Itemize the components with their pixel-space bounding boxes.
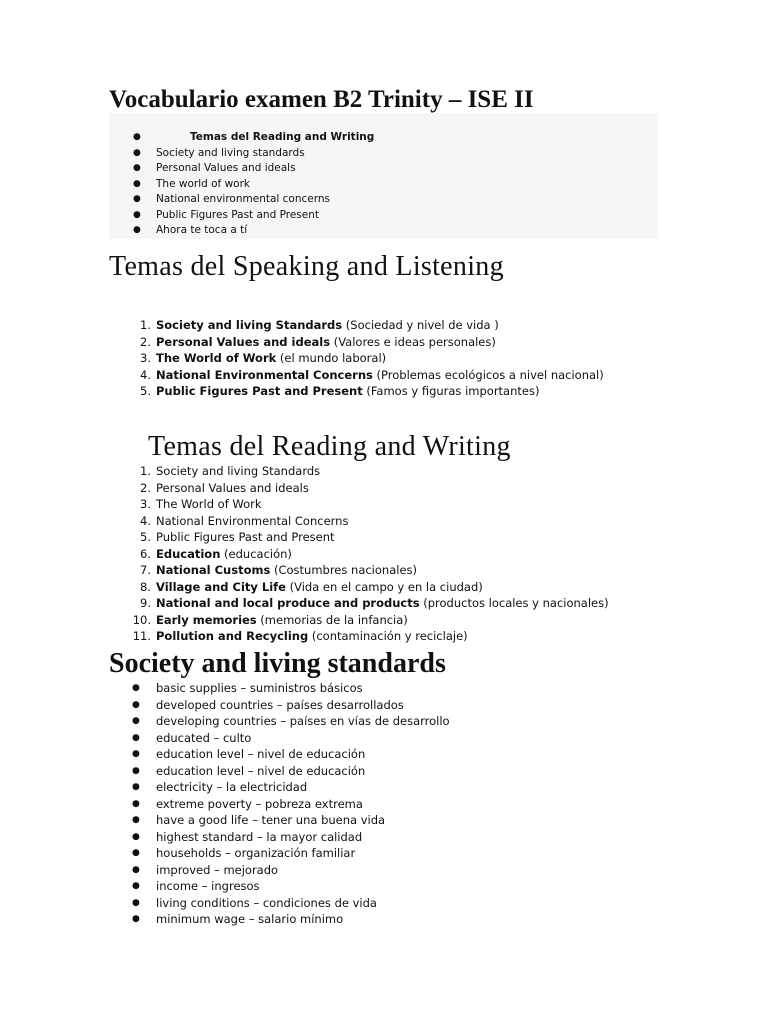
topic-translation: The World of Work	[156, 497, 262, 511]
vocabulary-entry: minimum wage – salario mínimo	[156, 912, 344, 926]
bullet-icon: ●	[132, 864, 140, 875]
society-vocabulary-list	[109, 680, 450, 928]
bullet-icon: ●	[133, 194, 141, 204]
vocabulary-item	[109, 746, 450, 763]
toc-item	[109, 130, 374, 146]
vocabulary-entry: extreme poverty – pobreza extrema	[156, 796, 363, 811]
list-number: 2.	[140, 334, 151, 349]
topic-term: National Customs	[156, 563, 271, 577]
topic-translation: (el mundo laboral)	[276, 351, 387, 365]
topic-translation: (Sociedad y nivel de vida )	[342, 318, 499, 332]
toc-item	[109, 208, 374, 224]
society-heading: Society and living standards	[109, 648, 446, 679]
list-item	[109, 546, 609, 563]
bullet-icon: ●	[133, 209, 141, 220]
topic-translation: (productos locales y nacionales)	[419, 596, 609, 610]
vocabulary-item	[109, 796, 450, 813]
toc-item-label: Public Figures Past and Present	[156, 208, 319, 221]
bullet-icon: ●	[132, 683, 140, 693]
list-number: 11.	[132, 629, 151, 643]
list-item	[109, 350, 604, 367]
vocabulary-entry: income – ingresos	[156, 879, 260, 893]
vocabulary-entry: developed countries – países desarrollados	[156, 697, 404, 712]
list-number: 6.	[140, 546, 151, 561]
bullet-icon: ●	[132, 749, 140, 759]
toc-item-label: Society and living standards	[156, 146, 305, 159]
topic-term: National and local produce and products	[156, 596, 420, 610]
topic-translation: (educación)	[220, 546, 292, 561]
list-number: 8.	[140, 579, 151, 594]
topic-translation: National Environmental Concerns	[156, 513, 349, 528]
vocabulary-item	[109, 730, 450, 747]
bullet-icon: ●	[132, 831, 140, 842]
toc-item-label: Personal Values and ideals	[156, 162, 296, 174]
topic-term: Early memories	[156, 612, 257, 627]
bullet-icon: ●	[133, 163, 141, 173]
list-number: 1.	[140, 318, 151, 332]
topic-translation: (memorias de la infancia)	[256, 612, 408, 627]
list-number: 2.	[140, 480, 151, 495]
vocabulary-entry: improved – mejorado	[156, 862, 279, 877]
topic-translation: (Famos y figuras importantes)	[362, 384, 540, 398]
vocabulary-entry: households – organización familiar	[156, 846, 356, 860]
list-item	[109, 595, 609, 612]
list-item	[109, 367, 604, 384]
topic-term: Public Figures Past and Present	[156, 384, 363, 398]
bullet-icon: ●	[132, 782, 140, 792]
topic-translation: (Valores e ideas personales)	[330, 334, 496, 349]
list-item	[109, 383, 604, 400]
topic-term: Education	[156, 546, 221, 561]
speaking-topics-list	[109, 317, 604, 400]
topic-translation: Public Figures Past and Present	[156, 530, 335, 544]
bullet-icon: ●	[132, 732, 140, 743]
vocabulary-item	[109, 878, 450, 895]
bullet-icon: ●	[133, 147, 141, 158]
topic-term: Society and living Standards	[156, 318, 343, 332]
topic-translation: (Problemas ecológicos a nivel nacional)	[372, 367, 604, 382]
document-title: Vocabulario examen B2 Trinity – ISE II	[109, 86, 534, 113]
vocabulary-item	[109, 829, 450, 846]
vocabulary-item	[109, 812, 450, 829]
topic-term: The World of Work	[156, 351, 277, 365]
toc-list	[109, 130, 374, 239]
list-number: 5.	[140, 384, 151, 398]
topic-translation: (contaminación y reciclaje)	[308, 629, 468, 643]
list-item	[109, 628, 609, 645]
topic-translation: (Vida en el campo y en la ciudad)	[285, 579, 483, 594]
toc-item	[109, 146, 374, 162]
bullet-icon: ●	[132, 815, 140, 825]
vocabulary-entry: electricity – la electricidad	[156, 780, 308, 794]
list-number: 1.	[140, 464, 151, 478]
vocabulary-entry: have a good life – tener una buena vida	[156, 813, 386, 827]
list-item	[109, 612, 609, 629]
vocabulary-entry: education level – nivel de educación	[156, 763, 366, 778]
topic-term: Personal Values and ideals	[156, 334, 331, 349]
list-item	[109, 317, 604, 334]
bullet-icon: ●	[132, 848, 140, 858]
vocabulary-entry: living conditions – condiciones de vida	[156, 895, 377, 910]
reading-heading: Temas del Reading and Writing	[148, 431, 511, 462]
reading-topics-list	[109, 463, 609, 645]
list-item	[109, 513, 609, 530]
topic-translation: Society and living Standards	[156, 464, 321, 478]
bullet-icon: ●	[132, 881, 140, 891]
bullet-icon: ●	[132, 914, 140, 924]
speaking-heading: Temas del Speaking and Listening	[109, 251, 504, 282]
list-item	[109, 529, 609, 546]
topic-translation: (Costumbres nacionales)	[270, 563, 417, 577]
vocabulary-entry: developing countries – países en vías de desarrollo	[156, 714, 450, 728]
toc-item-label: National environmental concerns	[156, 193, 330, 205]
vocabulary-item	[109, 911, 450, 928]
toc-item-label: The world of work	[156, 177, 250, 190]
toc-item-label: Temas del Reading and Writing	[190, 131, 375, 143]
list-item	[109, 562, 609, 579]
table-of-contents	[109, 113, 658, 239]
bullet-icon: ●	[133, 225, 141, 235]
toc-item	[109, 161, 374, 177]
vocabulary-item	[109, 895, 450, 912]
list-number: 4.	[140, 367, 151, 382]
list-item	[109, 496, 609, 513]
vocabulary-entry: education level – nivel de educación	[156, 747, 366, 761]
toc-item	[109, 177, 374, 193]
list-item	[109, 463, 609, 480]
list-number: 5.	[140, 530, 151, 544]
topic-translation: Personal Values and ideals	[156, 480, 309, 495]
bullet-icon: ●	[132, 716, 140, 726]
bullet-icon: ●	[132, 798, 140, 809]
bullet-icon: ●	[132, 765, 140, 776]
bullet-icon: ●	[133, 178, 141, 189]
topic-term: National Environmental Concerns	[156, 367, 373, 382]
topic-term: Village and City Life	[156, 579, 286, 594]
list-number: 4.	[140, 513, 151, 528]
list-number: 3.	[140, 351, 151, 365]
vocabulary-item	[109, 779, 450, 796]
vocabulary-item	[109, 713, 450, 730]
toc-item	[109, 192, 374, 208]
bullet-icon: ●	[132, 897, 140, 908]
bullet-icon: ●	[133, 132, 141, 142]
list-number: 10.	[132, 612, 151, 627]
vocabulary-item	[109, 697, 450, 714]
list-item	[109, 334, 604, 351]
list-item	[109, 579, 609, 596]
list-number: 7.	[140, 563, 151, 577]
vocabulary-entry: basic supplies – suministros básicos	[156, 681, 363, 695]
list-number: 3.	[140, 497, 151, 511]
vocabulary-item	[109, 862, 450, 879]
toc-item	[109, 223, 374, 239]
vocabulary-entry: educated – culto	[156, 730, 252, 745]
topic-term: Pollution and Recycling	[156, 629, 309, 643]
vocabulary-item	[109, 763, 450, 780]
bullet-icon: ●	[132, 699, 140, 710]
vocabulary-entry: highest standard – la mayor calidad	[156, 829, 363, 844]
list-number: 9.	[140, 596, 151, 610]
vocabulary-item	[109, 680, 450, 697]
vocabulary-item	[109, 845, 450, 862]
list-item	[109, 480, 609, 497]
toc-item-label: Ahora te toca a tí	[156, 224, 248, 236]
